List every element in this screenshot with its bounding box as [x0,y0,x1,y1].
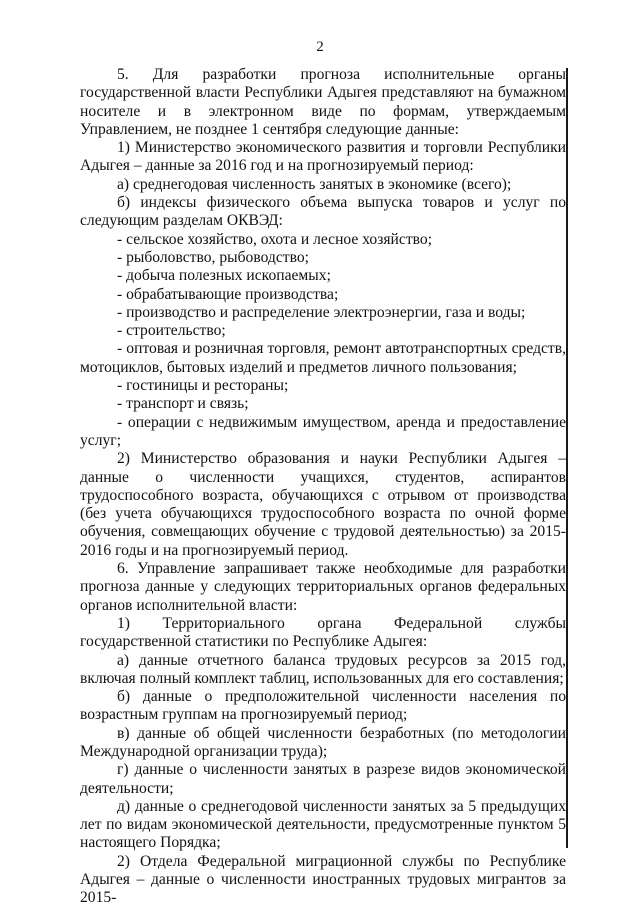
list-item: - сельское хозяйство, охота и лесное хозяйство; [117,230,433,248]
document-body [80,66,566,908]
paragraph: 1) Министерство экономического развития и торговли Республики Адыгея – данные за 2016 год и на прогнозируемый период: [80,139,566,175]
paragraph: б) данные о предположительной численности населения по возрастным группам на прогнозируемый период; [80,688,566,724]
paragraph: 5. Для разработки прогноза исполнительные органы государственной власти Республики Адыгея представляют на бумажном носителе и в электронном виде по формам, утверждаемым Управлением, не позднее 1 сентября следующие данные: [80,66,566,138]
list-item: - добыча полезных ископаемых; [117,267,331,285]
list-item: - обрабатывающие производства; [117,285,339,303]
list-item: - строительство; [117,322,226,340]
paragraph: д) данные о среднегодовой численности занятых за 5 предыдущих лет по видам экономической деятельности, предусмотренные пунктом 5 настоящего Порядка; [80,797,566,852]
paragraph: б) индексы физического объема выпуска товаров и услуг по следующим разделам ОКВЭД: [80,194,566,230]
list-item: - рыболовство, рыбоводство; [117,248,309,266]
paragraph: 1) Территориального органа Федеральной службы государственной статистики по Республике Адыгея: [80,614,566,651]
paragraph: а) среднегодовая численность занятых в экономике (всего); [117,175,512,193]
paragraph: г) данные о численности занятых в разрезе видов экономической деятельности; [80,761,566,797]
list-item: - оптовая и розничная торговля, ремонт автотранспортных средств, мотоциклов, бытовых изделий и предметов личного пользования; [80,340,566,376]
list-item: - гостиницы и рестораны; [117,377,289,395]
paragraph: в) данные об общей численности безработных (по методологии Международной организации труда); [80,724,566,760]
paragraph: а) данные отчетного баланса трудовых ресурсов за 2015 год, включая полный комплект таблиц, использованных для его составления; [80,651,566,687]
paragraph: 2) Отдела Федеральной миграционной службы по Республике Адыгея – данные о численности иностранных трудовых мигрантов за 2015- [80,852,566,907]
list-item: - производство и распределение электроэнергии, газа и воды; [117,303,526,321]
scan-edge-line [566,68,568,848]
paragraph: 6. Управление запрашивает также необходимые для разработки прогноза данные у следующих территориальных органов федеральных органов исполнительной власти: [80,560,566,614]
paragraph: 2) Министерство образования и науки Республики Адыгея – данные о численности учащихся, студентов, аспирантов трудоспособного возраста, обучающихся с отрывом от производства (без учета обучающихся трудоспособного возраста по очной форме обучения, совмещающих обучение с трудовой деятельностью) за 2015-2016 годы и на прогнозируемый период. [80,450,566,559]
page-number: 2 [316,39,324,55]
list-item: - транспорт и связь; [117,395,249,413]
list-item: - операции с недвижимым имуществом, аренда и предоставление услуг; [80,413,566,449]
